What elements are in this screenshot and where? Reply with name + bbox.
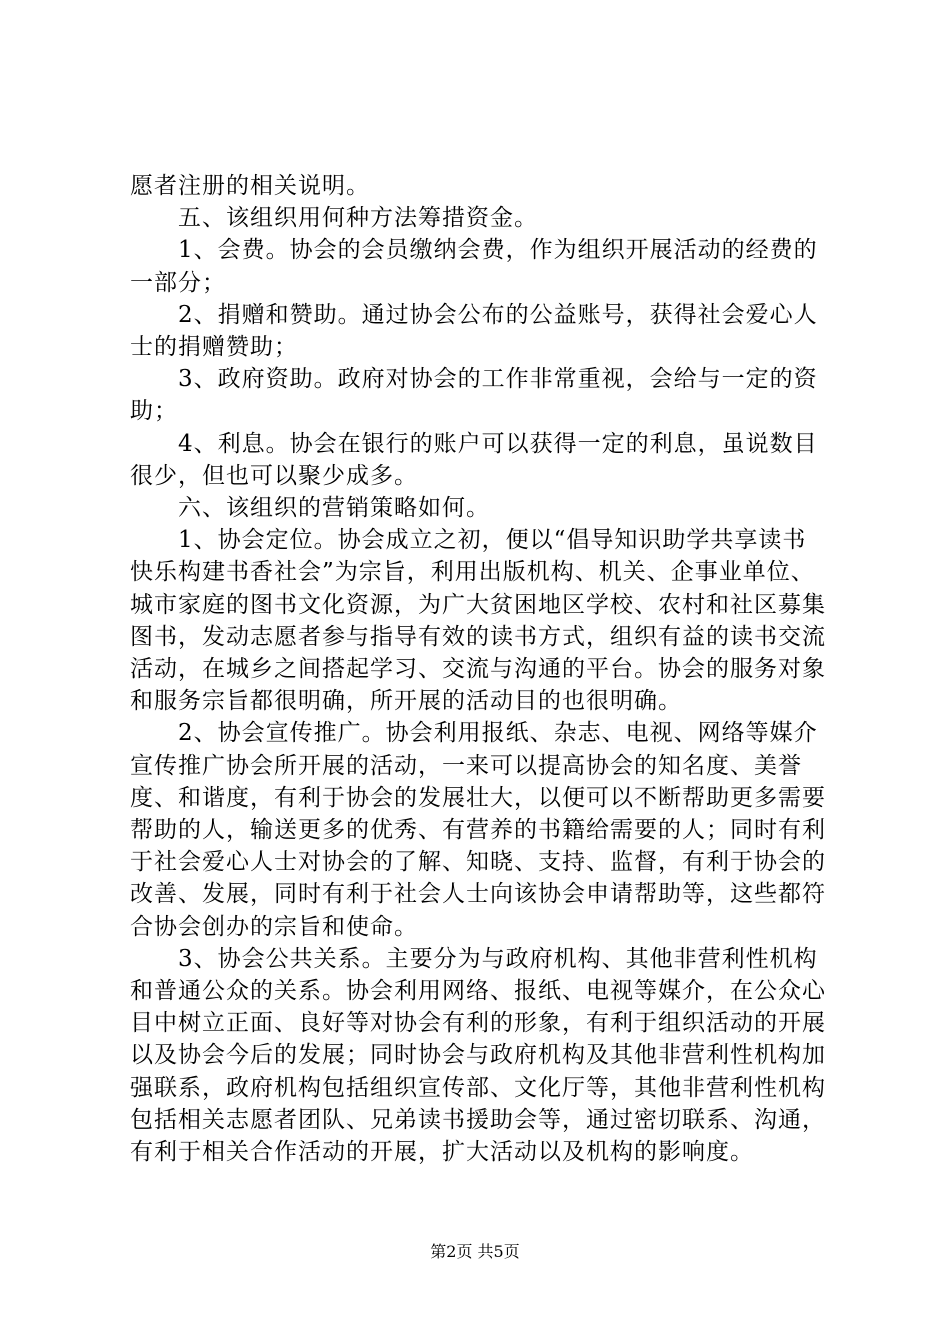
paragraph-interest: 4、利息。协会在银行的账户可以获得一定的利息，虽说数目很少，但也可以聚少成多。 (130, 430, 818, 489)
page-footer: 第2页 共5页 (430, 1242, 520, 1261)
section-heading-5: 五、该组织用何种方法筹措资金。 (178, 205, 538, 232)
paragraph-membership-fees: 1、会费。协会的会员缴纳会费，作为组织开展活动的经费的一部分； (130, 237, 818, 296)
paragraph-government-funding: 3、政府资助。政府对协会的工作非常重视，会给与一定的资助； (130, 366, 818, 425)
section-heading-6: 六、该组织的营销策略如何。 (178, 495, 490, 522)
paragraph-public-relations: 3、协会公共关系。主要分为与政府机构、其他非营利性机构和普通公众的关系。协会利用网络、报纸、电视等媒介，在公众心目中树立正面、良好等对协会有利的形象，有利于组织活动的开展以及协会今后的发展；同时协会与政府机构及其他非营利性机构加强联系，政府机构包括组织宣传部、文化厅等，其他非营利性机构包括相关志愿者团队、兄弟读书援助会等，通过密切联系、沟通，有利于相关合作活动的开展，扩大活动以及机构的影响度。 (130, 945, 826, 1166)
paragraph-promotion: 2、协会宣传推广。协会利用报纸、杂志、电视、网络等媒介宣传推广协会所开展的活动，一来可以提高协会的知名度、美誉度、和谐度，有利于协会的发展壮大，以便可以不断帮助更多需要帮助的人，输送更多的优秀、有营养的书籍给需要的人；同时有利于社会爱心人士对协会的了解、知晓、支持、监督，有利于协会的改善、发展，同时有利于社会人士向该协会申请帮助等，这些都符合协会创办的宗旨和使命。 (130, 720, 826, 940)
paragraph-donations: 2、捐赠和赞助。通过协会公布的公益账号，获得社会爱心人士的捐赠赞助； (130, 301, 818, 361)
paragraph-continuation: 愿者注册的相关说明。 (130, 173, 370, 199)
paragraph-positioning: 1、协会定位。协会成立之初，便以“倡导知识助学共享读书快乐构建书香社会”为宗旨，利用出版机构、机关、企事业单位、城市家庭的图书文化资源，为广大贫困地区学校、农村和社区募集图书，发动志愿者参与指导有效的读书方式，组织有益的读书交流活动，在城乡之间搭起学习、交流与沟通的平台。协会的服务对象和服务宗旨都很明确，所开展的活动目的也很明确。 (130, 527, 826, 715)
document-body (130, 170, 830, 1168)
